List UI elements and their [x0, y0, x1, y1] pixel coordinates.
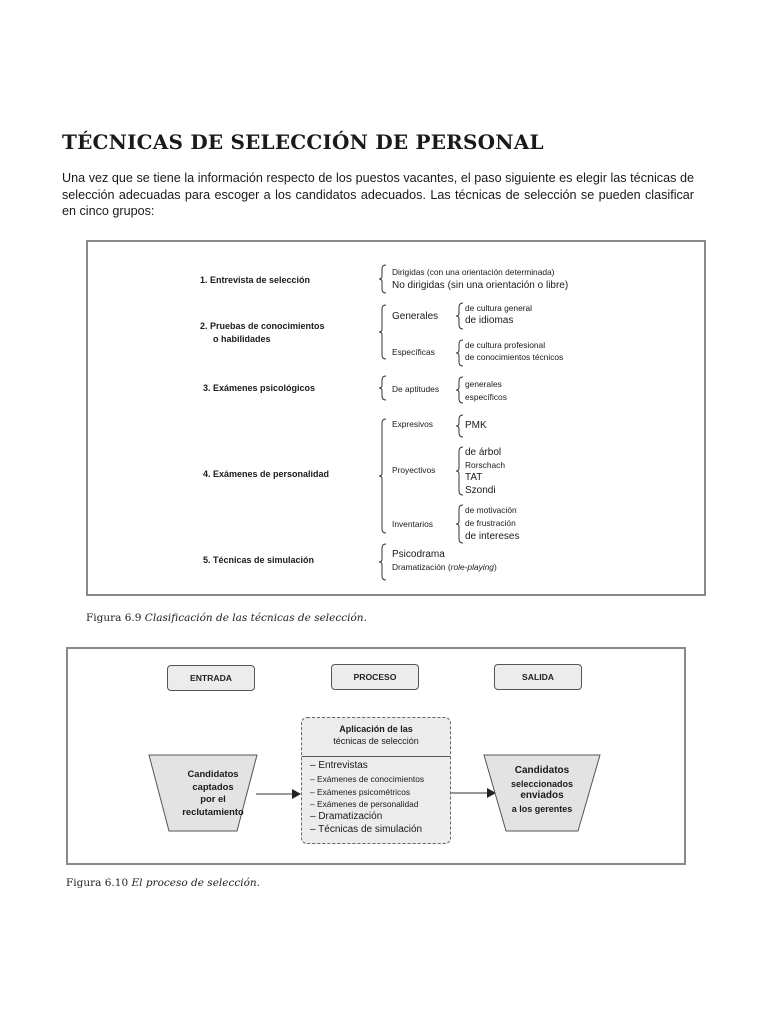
group-4-label: 4. Exámenes de personalidad	[203, 469, 330, 479]
group-4-brace	[378, 418, 388, 534]
arrow-input-to-process	[256, 788, 302, 800]
process-items-list	[310, 760, 424, 837]
figure-6-10-caption: Figura 6.10 El proceso de selección.	[66, 877, 261, 889]
figure-6-9-caption: Figura 6.9 Clasificación de las técnicas de selección.	[86, 612, 367, 624]
group-2-brace	[378, 304, 388, 360]
process-divider	[302, 756, 450, 757]
header-entrada: ENTRADA	[167, 665, 255, 691]
group-1-item-1: Dirigidas (con una orientación determinada)	[392, 267, 555, 277]
page-title: TÉCNICAS DE SELECCIÓN DE PERSONAL	[62, 130, 544, 154]
process-item: – Exámenes psicométricos	[310, 786, 411, 797]
proyectivos-brace	[455, 446, 465, 496]
process-title: Aplicación de las técnicas de selección	[333, 724, 419, 746]
especificas-brace	[455, 339, 465, 367]
process-item: – Entrevistas	[310, 760, 368, 771]
group-3-item-aptitudes: De aptitudes	[392, 384, 440, 394]
header-proceso: PROCESO	[331, 664, 419, 690]
group-4-item-proyectivos: Proyectivos	[392, 465, 436, 475]
generales-subitems: de cultura general de idiomas	[465, 303, 533, 326]
aptitudes-subitems: generales específicos	[465, 379, 507, 402]
process-item: – Técnicas de simulación	[310, 823, 423, 835]
group-5-item-dramatizacion: Dramatización (role-playing)	[392, 562, 497, 572]
expresivos-brace	[455, 414, 465, 438]
group-5-item-psicodrama: Psicodrama	[392, 549, 445, 560]
group-5-label: 5. Técnicas de simulación	[203, 555, 315, 565]
group-1-brace	[378, 264, 388, 294]
group-5-brace	[378, 543, 388, 581]
group-3-brace	[378, 375, 388, 401]
generales-brace	[455, 302, 465, 330]
group-4-item-inventarios: Inventarios	[392, 519, 433, 529]
process-item: – Dramatización	[310, 811, 383, 823]
group-4-item-expresivos: Expresivos	[392, 419, 433, 429]
input-candidates-text: Candidatos captados por el reclutamiento	[182, 768, 244, 817]
aptitudes-brace	[455, 376, 465, 404]
group-3-label: 3. Exámenes psicológicos	[203, 383, 316, 393]
proyectivos-subitems: de árbol Rorschach TAT Szondi	[465, 447, 506, 496]
process-item: – Exámenes de personalidad	[310, 799, 419, 810]
header-salida: SALIDA	[494, 664, 582, 690]
especificas-subitems: de cultura profesional de conocimientos técnicos	[465, 340, 564, 362]
group-1-item-2: No dirigidas (sin una orientación o libre)	[392, 280, 569, 291]
group-2-item-generales: Generales	[392, 311, 439, 322]
expresivos-subitem-pmk: PMK	[465, 420, 487, 431]
group-2-label: 2. Pruebas de conocimientos o habilidades	[200, 321, 325, 344]
process-item: – Exámenes de conocimientos	[310, 773, 425, 784]
group-1-label: 1. Entrevista de selección	[200, 275, 311, 285]
output-candidates-text: Candidatos seleccionados enviados a los gerentes	[510, 765, 574, 814]
group-2-item-especificas: Específicas	[392, 347, 435, 357]
inventarios-subitems: de motivación de frustración de intereses	[465, 505, 520, 542]
inventarios-brace	[455, 504, 465, 544]
intro-paragraph: Una vez que se tiene la información respecto de los puestos vacantes, el paso siguiente es elegir las técnicas de selección adecuadas para escoger a los candidatos adecuados. Las técnicas de selección se pueden clasificar en cinco grupos:	[62, 171, 694, 218]
